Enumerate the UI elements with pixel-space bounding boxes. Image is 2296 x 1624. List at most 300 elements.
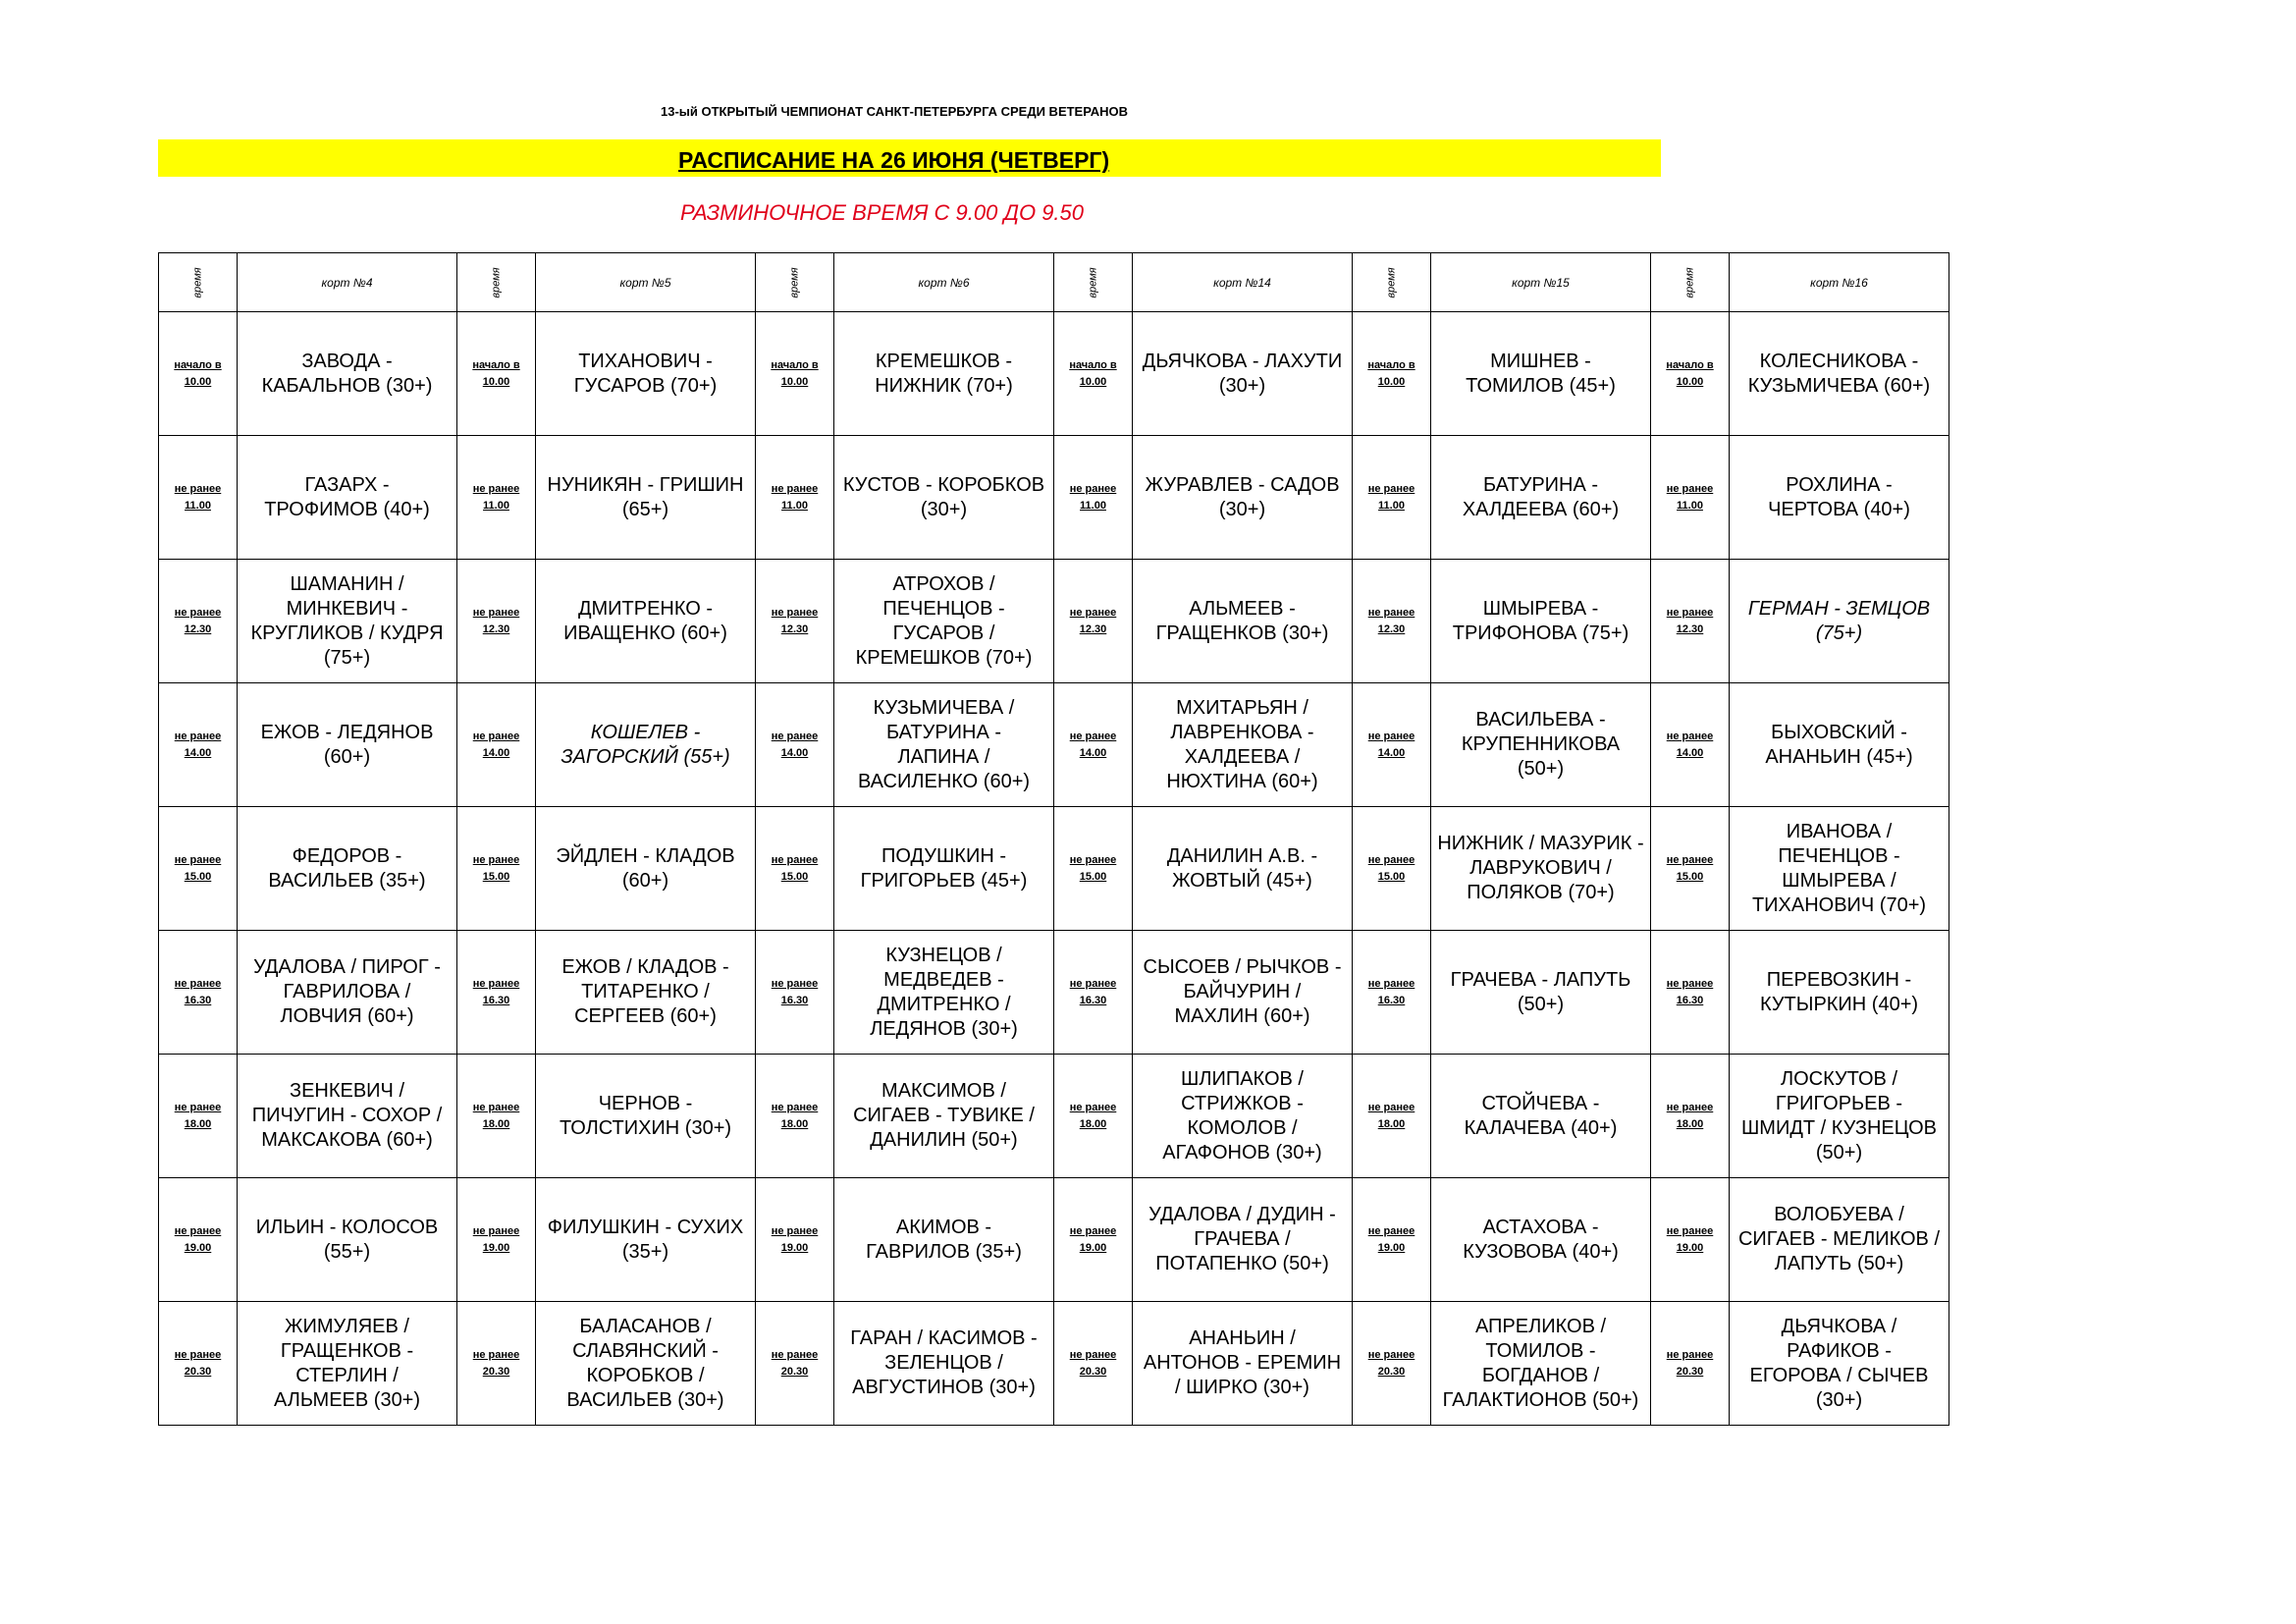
match-line: БАТУРИНА - [885,721,1002,743]
time-label: не ранее [174,730,222,742]
court-header: корт №16 [1730,253,1949,312]
table-row [159,931,1949,1055]
time-label: начало в [1069,358,1117,371]
match-cell [834,1302,1054,1426]
time-label: не ранее [771,853,819,866]
match-line: СИГАЕВ - ТУВИКЕ / [853,1105,1035,1126]
match-cell [238,683,457,807]
match-line: ТОЛСТИХИН (30+) [559,1116,732,1139]
match-line: БАТУРИНА - [1482,473,1599,496]
match-line: РОХЛИНА - [1786,473,1893,496]
match-line: ДЬЯЧКОВА / [1781,1315,1897,1337]
time-value: 12.30 [1377,623,1406,635]
time-value: 15.00 [1079,870,1107,883]
time-value: 20.30 [1676,1365,1704,1378]
match-line: БАЛАСАНОВ / [579,1315,712,1337]
time-value: 19.00 [1377,1241,1406,1254]
time-value: 14.00 [780,746,809,759]
time-label: не ранее [1666,1224,1714,1237]
match-line: (50+) [1815,1141,1863,1164]
time-cell [1353,1055,1431,1178]
match-line: ХАЛДЕЕВА (60+) [1462,498,1620,520]
time-cell [756,1302,834,1426]
match-cell [238,1302,457,1426]
time-header-label: время [1087,266,1099,298]
time-label: не ранее [1666,606,1714,619]
time-label: не ранее [1069,730,1117,742]
time-value: 20.30 [780,1365,809,1378]
match-line: МИШНЕВ - [1490,350,1591,372]
match-line: КОРОБКОВ / [586,1364,705,1386]
match-line: ГАЛАКТИОНОВ (50+) [1442,1388,1639,1411]
time-column-header [756,253,834,312]
match-cell [1133,312,1353,436]
time-cell [1054,1055,1133,1178]
time-cell [457,1178,536,1302]
match-line: ПОДУШКИН - [881,844,1006,867]
match-line: КОМОЛОВ / [1187,1116,1298,1139]
time-label: не ранее [174,482,222,495]
time-value: 15.00 [482,870,510,883]
match-line: (75+) [1815,622,1863,644]
time-cell [159,560,238,683]
time-label: не ранее [771,1348,819,1361]
match-line: ТИХАНОВИЧ (70+) [1751,893,1927,916]
time-value: 11.00 [483,499,509,512]
time-cell [1651,1178,1730,1302]
match-line: ТИТАРЕНКО / [581,981,710,1002]
match-cell [238,560,457,683]
time-value: 20.30 [184,1365,212,1378]
match-line: АЛЬМЕЕВ - [1189,597,1296,620]
time-label: не ранее [1069,1101,1117,1113]
time-cell [159,1178,238,1302]
match-line: ХАЛДЕЕВА / [1184,745,1301,768]
match-line: ИВАЩЕНКО (60+) [563,622,727,644]
time-value: 12.30 [482,623,510,635]
match-line: АВГУСТИНОВ (30+) [852,1377,1036,1398]
match-cell [1133,931,1353,1055]
match-line: ЕЖОВ / КЛАДОВ - [561,956,729,978]
time-value: 15.00 [780,870,809,883]
match-line: МХИТАРЬЯН / [1176,696,1308,719]
time-header-label: время [788,266,801,298]
time-label: не ранее [1666,730,1714,742]
time-column-header [1651,253,1730,312]
match-line: ФЕДОРОВ - [292,844,402,867]
match-line: КУСТОВ - КОРОБКОВ [842,473,1045,496]
match-line: ЕЖОВ - ЛЕДЯНОВ [260,721,434,743]
match-line: КАЛАЧЕВА (40+) [1464,1116,1618,1139]
time-value: 18.00 [1676,1117,1704,1130]
match-line: БЫХОВСКИЙ - [1771,721,1907,743]
match-line: БОГДАНОВ / [1481,1364,1600,1386]
time-label: не ранее [472,977,520,990]
time-value: 18.00 [482,1117,510,1130]
time-label: начало в [472,358,520,371]
match-cell [834,1055,1054,1178]
match-line: ВАСИЛЬЕВА - [1475,709,1606,731]
match-cell [834,931,1054,1055]
time-label: не ранее [174,1348,222,1361]
time-value: 15.00 [184,870,212,883]
table-row [159,1055,1949,1178]
match-cell [238,807,457,931]
match-line: ГРАЩЕНКОВ (30+) [1155,622,1329,644]
match-cell [1730,560,1949,683]
time-value: 14.00 [1676,746,1704,759]
match-line: ПИЧУГИН - СОХОР / [251,1105,443,1126]
match-line: МАКСИМОВ / [881,1080,1006,1102]
time-cell [457,1055,536,1178]
match-line: ПЕЧЕНЦОВ - [1778,844,1900,867]
match-line: АПРЕЛИКОВ / [1474,1315,1607,1337]
match-line: ДАНИЛИН (50+) [870,1129,1018,1151]
time-cell [159,436,238,560]
time-label: не ранее [1069,1224,1117,1237]
time-value: 12.30 [184,623,212,635]
time-cell [159,312,238,436]
match-cell [536,560,756,683]
match-cell [1431,1055,1651,1178]
time-cell [1054,1302,1133,1426]
time-value: 20.30 [1377,1365,1406,1378]
match-line: (35+) [621,1240,669,1263]
time-label: не ранее [472,606,520,619]
match-line: ЖОВТЫЙ (45+) [1172,869,1312,892]
time-value: 14.00 [482,746,510,759]
time-header-label: время [490,266,503,298]
match-cell [1730,807,1949,931]
time-value: 14.00 [1377,746,1406,759]
time-cell [756,560,834,683]
time-cell [457,560,536,683]
match-line: МЕДВЕДЕВ - [883,968,1004,991]
table-row [159,807,1949,931]
time-label: начало в [174,358,222,371]
match-line: СЫСОЕВ / РЫЧКОВ - [1143,956,1342,978]
match-line: АНАНЬИН / [1189,1327,1296,1349]
match-line: КУТЫРКИН (40+) [1759,993,1919,1015]
time-cell [1054,312,1133,436]
time-cell [1651,312,1730,436]
match-line: ЭЙДЛЕН - КЛАДОВ [556,844,735,867]
time-cell [159,1302,238,1426]
time-cell [1651,1302,1730,1426]
match-cell [536,312,756,436]
court-header: корт №4 [238,253,457,312]
match-line: КУЗЬМИЧЕВА / [873,696,1015,719]
time-cell [1054,560,1133,683]
match-line: УДАЛОВА / ДУДИН - [1148,1204,1336,1225]
time-header-label: время [191,266,204,298]
match-line: АЛЬМЕЕВ (30+) [273,1388,421,1411]
match-line: ДАНИЛИН А.В. - [1166,844,1318,867]
time-label: не ранее [472,730,520,742]
time-cell [756,1178,834,1302]
time-value: 18.00 [780,1117,809,1130]
match-cell [238,1055,457,1178]
header-row [159,253,1949,312]
time-cell [457,436,536,560]
match-cell [238,312,457,436]
table-row [159,1178,1949,1302]
match-line: КОЛЕСНИКОВА - [1759,350,1919,372]
time-value: 10.00 [1079,375,1107,388]
time-value: 11.00 [185,499,211,512]
match-line: КАБАЛЬНОВ (30+) [261,374,433,397]
match-line: ШАМАНИН / [290,572,404,595]
match-line: НЮХТИНА (60+) [1166,770,1318,792]
match-line: ГРАЧЕВА - ЛАПУТЬ [1450,968,1631,991]
match-line: ЖУРАВЛЕВ - САДОВ [1145,473,1340,496]
time-cell [159,683,238,807]
match-line: ГРАЧЕВА / [1194,1228,1291,1250]
match-cell [1133,560,1353,683]
match-cell [1431,560,1651,683]
match-line: БАЙЧУРИН / [1183,981,1302,1002]
match-cell [1730,1302,1949,1426]
court-header: корт №15 [1431,253,1651,312]
time-cell [1353,1178,1431,1302]
match-line: ЛЕДЯНОВ (30+) [870,1017,1018,1040]
match-line: ЕГОРОВА / СЫЧЕВ [1749,1364,1929,1386]
time-value: 16.30 [780,994,809,1006]
match-cell [1730,1055,1949,1178]
match-line: ДМИТРЕНКО / [877,993,1011,1015]
time-cell [756,807,834,931]
table-row [159,312,1949,436]
match-line: (30+) [1815,1388,1863,1411]
match-line: СТОЙЧЕВА - [1481,1092,1600,1114]
time-value: 19.00 [1079,1241,1107,1254]
match-line: КУЗОВОВА (40+) [1463,1240,1619,1263]
time-cell [1353,312,1431,436]
time-cell [457,807,536,931]
match-line: КУЗЬМИЧЕВА (60+) [1747,374,1931,397]
time-label: не ранее [174,1224,222,1237]
time-cell [457,312,536,436]
time-label: не ранее [174,606,222,619]
time-cell [1054,1178,1133,1302]
time-header-label: время [1683,266,1696,298]
match-cell [1133,436,1353,560]
match-line: ШМЫРЕВА - [1482,597,1599,620]
schedule-banner [158,139,1661,177]
match-cell [536,931,756,1055]
match-line: ГРАЩЕНКОВ - [280,1339,414,1362]
match-cell [834,312,1054,436]
match-line: (60+) [323,745,371,768]
match-line: АКИМОВ - [895,1216,992,1238]
time-label: не ранее [1367,853,1415,866]
match-cell [1431,436,1651,560]
time-label: начало в [1666,358,1714,371]
match-line: ЧЕРТОВА (40+) [1768,498,1910,520]
time-value: 11.00 [1378,499,1405,512]
match-line: ЛАПИНА / [897,745,990,768]
time-label: не ранее [472,1348,520,1361]
time-label: не ранее [1666,1348,1714,1361]
match-cell [1431,683,1651,807]
time-cell [1651,931,1730,1055]
match-line: ЗАГОРСКИЙ (55+) [561,745,730,768]
time-label: не ранее [174,853,222,866]
match-cell [1133,1178,1353,1302]
time-label: не ранее [771,606,819,619]
match-cell [238,436,457,560]
time-label: не ранее [1367,606,1415,619]
match-line: АГАФОНОВ (30+) [1162,1141,1322,1164]
match-cell [1431,312,1651,436]
match-line: СЛАВЯНСКИЙ - [572,1339,719,1362]
time-cell [1054,683,1133,807]
match-line: ШМИДТ / КУЗНЕЦОВ [1740,1116,1938,1139]
match-line: ГРИГОРЬЕВ - [1775,1092,1903,1114]
time-label: не ранее [1367,1224,1415,1237]
match-line: (30+) [1218,374,1266,397]
match-cell [536,1302,756,1426]
match-line: ГАВРИЛОВ (35+) [866,1240,1022,1263]
time-value: 18.00 [184,1117,212,1130]
match-line: АНТОНОВ - ЕРЕМИН [1143,1352,1342,1374]
match-cell [238,1178,457,1302]
match-line: АСТАХОВА - [1482,1216,1599,1238]
time-value: 11.00 [1677,499,1703,512]
time-label: не ранее [1069,977,1117,990]
match-line: ИЛЬИН - КОЛОСОВ [255,1216,439,1238]
time-cell [1353,1302,1431,1426]
match-line: УДАЛОВА / ПИРОГ - [253,956,441,978]
time-label: не ранее [1666,1101,1714,1113]
match-line: ТОМИЛОВ - [1485,1339,1596,1362]
time-label: не ранее [472,853,520,866]
time-label: не ранее [1367,1348,1415,1361]
time-cell [159,931,238,1055]
time-value: 15.00 [1676,870,1704,883]
time-cell [457,1302,536,1426]
match-cell [834,683,1054,807]
time-cell [1353,683,1431,807]
match-line: ЗАВОДА - [301,350,393,372]
match-cell [536,683,756,807]
match-line: ЛОСКУТОВ / [1780,1067,1898,1090]
time-value: 20.30 [1079,1365,1107,1378]
time-cell [756,1055,834,1178]
time-cell [1353,931,1431,1055]
time-label: не ранее [1367,482,1415,495]
match-cell [1431,807,1651,931]
time-value: 10.00 [184,375,212,388]
match-line: АТРОХОВ / [892,572,995,595]
match-cell [536,1055,756,1178]
match-line: ПЕРЕВОЗКИН - [1766,968,1912,991]
match-line: ГАРАН / КАСИМОВ - [850,1327,1038,1349]
time-cell [1651,560,1730,683]
match-cell [536,436,756,560]
time-value: 20.30 [482,1365,510,1378]
time-value: 16.30 [482,994,510,1006]
time-label: начало в [771,358,819,371]
match-cell [1133,1055,1353,1178]
time-cell [457,683,536,807]
time-label: не ранее [1069,1348,1117,1361]
time-value: 14.00 [1079,746,1107,759]
time-value: 10.00 [780,375,809,388]
match-cell [834,436,1054,560]
match-line: ЗЕНКЕВИЧ / [289,1080,404,1102]
match-line: СТРИЖКОВ - [1181,1092,1304,1114]
court-header: корт №14 [1133,253,1353,312]
match-cell [1431,1178,1651,1302]
time-value: 19.00 [184,1241,212,1254]
table-row [159,436,1949,560]
match-cell [1730,1178,1949,1302]
time-cell [1353,436,1431,560]
table-row [159,560,1949,683]
match-line: (50+) [1517,993,1565,1015]
match-cell [1730,931,1949,1055]
time-cell [457,931,536,1055]
match-line: ЧЕРНОВ - [598,1092,693,1114]
time-value: 10.00 [1676,375,1704,388]
time-value: 12.30 [1079,623,1107,635]
schedule-title: РАСПИСАНИЕ НА 26 ИЮНЯ (ЧЕТВЕРГ) [678,147,1110,173]
match-cell [1133,1302,1353,1426]
match-line: ГРИГОРЬЕВ (45+) [860,869,1028,892]
match-line: КУЗНЕЦОВ / [885,944,1002,966]
time-column-header [1353,253,1431,312]
match-line: ЛАВРЕНКОВА - [1170,721,1314,743]
match-line: ГАВРИЛОВА / [283,981,411,1002]
time-cell [1054,436,1133,560]
time-label: не ранее [174,977,222,990]
time-cell [1651,683,1730,807]
time-label: не ранее [771,1101,819,1113]
time-value: 16.30 [1377,994,1406,1006]
match-line: ДЬЯЧКОВА - ЛАХУТИ [1142,350,1343,372]
time-value: 10.00 [1377,375,1406,388]
time-cell [1353,807,1431,931]
match-line: ВОЛОБУЕВА / [1774,1204,1904,1225]
time-header-label: время [1385,266,1398,298]
match-line: МИНКЕВИЧ - [286,597,408,620]
match-line: ШЛИПАКОВ / [1181,1067,1304,1090]
time-value: 19.00 [482,1241,510,1254]
match-cell [1133,807,1353,931]
match-line: ЛОВЧИЯ (60+) [280,1005,414,1027]
match-line: ТОМИЛОВ (45+) [1466,374,1616,397]
match-line: ТРОФИМОВ (40+) [264,498,430,520]
match-line: КРЕМЕШКОВ (70+) [855,646,1033,669]
match-line: НИЖНИК / МАЗУРИК - [1437,833,1644,854]
time-cell [1651,807,1730,931]
time-label: не ранее [771,977,819,990]
time-cell [159,1055,238,1178]
match-line: СЕРГЕЕВ (60+) [574,1005,717,1027]
time-label: не ранее [1069,482,1117,495]
championship-title: 13-ый ОТКРЫТЫЙ ЧЕМПИОНАТ САНКТ-ПЕТЕРБУРГА СРЕДИ ВЕТЕРАНОВ [661,104,1129,119]
match-line: ВАСИЛЬЕВ (30+) [566,1388,724,1411]
match-line: (30+) [920,498,968,520]
table-row [159,1302,1949,1426]
time-label: не ранее [1666,977,1714,990]
match-line: МАКСАКОВА (60+) [261,1129,433,1151]
match-line: / ШИРКО (30+) [1175,1377,1309,1398]
time-label: не ранее [472,1101,520,1113]
match-line: НИЖНИК (70+) [875,374,1013,397]
match-line: НУНИКЯН - ГРИШИН [547,473,744,496]
